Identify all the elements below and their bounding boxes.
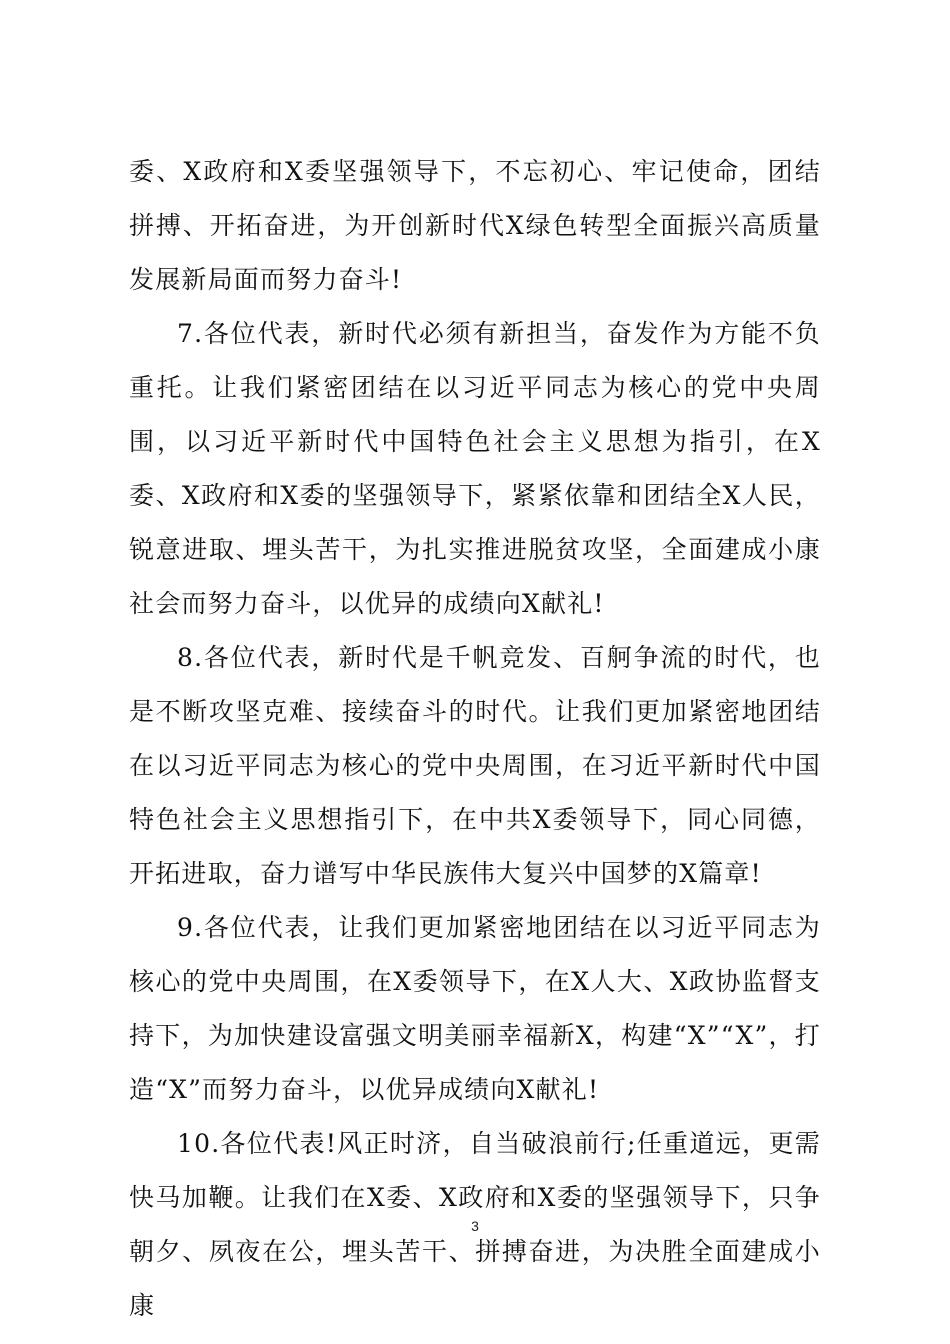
page-number: 3 — [471, 1218, 479, 1234]
paragraph-8: 8.各位代表，新时代是千帆竞发、百舸争流的时代，也是不断攻坚克难、接续奋斗的时代。让我们更加紧密地团结在以习近平同志为核心的党中央周围，在习近平新时代中国特色社会主义思想指引下，在中共X委领导下，同心同德，开拓进取，奋力谱写中华民族伟大复兴中国梦的X篇章! — [129, 643, 821, 888]
paragraph-10: 10.各位代表!风正时济，自当破浪前行;任重道远，更需快马加鞭。让我们在X委、X政府和X委的坚强领导下，只争朝夕、夙夜在公，埋头苦干、拼搏奋进，为决胜全面建成小康 — [129, 1129, 821, 1320]
paragraph-9: 9.各位代表，让我们更加紧密地团结在以习近平同志为核心的党中央周围，在X委领导下，在X人大、X政协监督支持下，为加快建设富强文明美丽幸福新X，构建“X”“X”，打造“X”而努力奋斗，以优异成绩向X献礼! — [129, 913, 821, 1104]
paragraph-7: 7.各位代表，新时代必须有新担当，奋发作为方能不负重托。让我们紧密团结在以习近平同志为核心的党中央周围，以习近平新时代中国特色社会主义思想为指引，在X委、X政府和X委的坚强领导下，紧紧依靠和团结全X人民，锐意进取、埋头苦干，为扎实推进脱贫攻坚，全面建成小康社会而努力奋斗，以优异的成绩向X献礼! — [129, 319, 821, 618]
paragraph-continuation: 委、X政府和X委坚强领导下，不忘初心、牢记使命，团结拼搏、开拓奋进，为开创新时代X绿色转型全面振兴高质量发展新局面而努力奋斗! — [129, 157, 821, 294]
document-body — [129, 145, 821, 1333]
